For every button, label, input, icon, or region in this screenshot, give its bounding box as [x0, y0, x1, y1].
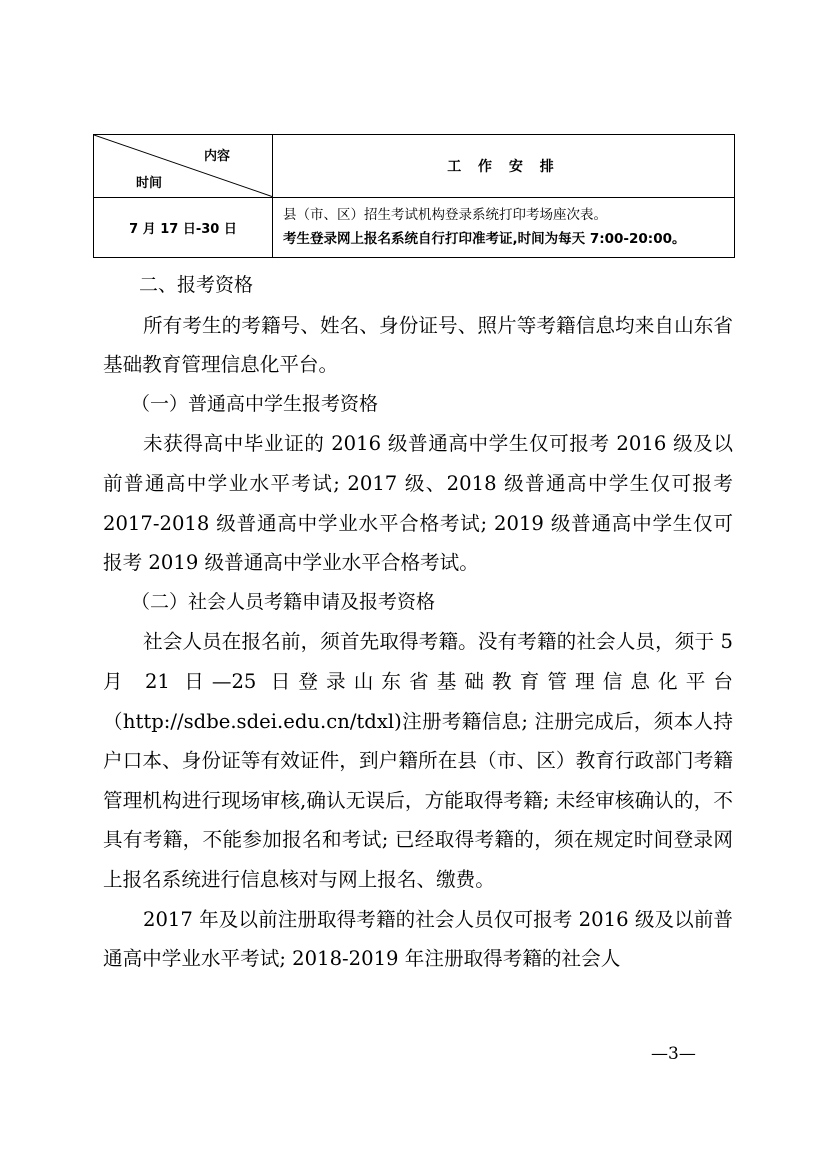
work-line-1: 县（市、区）招生考试机构登录系统打印考场座次表。 — [283, 207, 607, 224]
section-heading: 二、报考资格 — [139, 274, 254, 296]
header-time-label: 时间 — [136, 175, 163, 191]
header-work-label: 工 作 安 排 — [273, 135, 735, 198]
work-line-2: 考生登录网上报名系统自行打印准考证,时间为每天 7:00-20:00。 — [283, 231, 686, 248]
subsection-heading-2: （二）社会人员考籍申请及报考资格 — [131, 590, 436, 613]
table-header-row — [94, 135, 735, 198]
subsection-heading-1: （一）普通高中学生报考资格 — [131, 392, 379, 415]
schedule-table — [93, 134, 735, 258]
work-cell — [273, 197, 735, 258]
date-cell: 7 月 17 日-30 日 — [94, 197, 273, 258]
paragraph-students: 未获得高中毕业证的 2016 级普通高中学生仅可报考 2016 级及以前普通高中学业水平考试; 2017 级、2018 级普通高中学生仅可报考 2017-2018 级普通高中学业水平合格考试; 2019 级普通高中学生仅可报考 2019 级普通高中学业水平合格考试。 — [103, 432, 733, 575]
paragraph-social-1: 社会人员在报名前，须首先取得考籍。没有考籍的社会人员，须于 5 月 21 日—25 日登录山东省基础教育管理信息化平台（http://sdbe.sdei.edu.cn/tdxl)注册考籍信息; 注册完成后，须本人持户口本、身份证等有效证件，到户籍所在县（市、区）教育行政部门考籍管理机构进行现场审核,确认无误后，方能取得考籍; 未经审核确认的，不具有考籍，不能参加报名和考试; 已经取得考籍的，须在规定时间登录网上报名系统进行信息核对与网上报名、缴费。 — [103, 630, 733, 891]
diagonal-header-cell — [94, 135, 273, 198]
diagonal-line — [94, 135, 272, 197]
page-number: —3— — [651, 1044, 696, 1064]
paragraph-social-2: 2017 年及以前注册取得考籍的社会人员仅可报考 2016 级及以前普通高中学业水平考试; 2018-2019 年注册取得考籍的社会人 — [103, 907, 733, 971]
paragraph-intro: 所有考生的考籍号、姓名、身份证号、照片等考籍信息均来自山东省基础教育管理信息化平台。 — [103, 313, 733, 377]
header-content-label: 内容 — [203, 149, 230, 164]
table-row — [94, 197, 735, 258]
body-text — [103, 266, 733, 979]
